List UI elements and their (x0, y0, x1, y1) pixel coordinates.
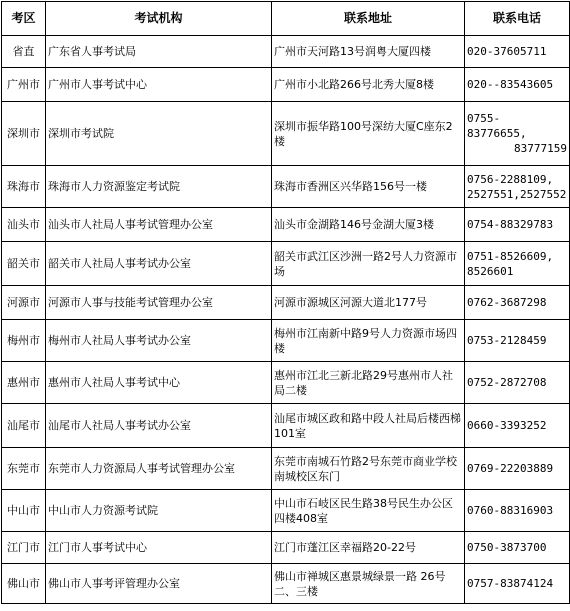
table-header-row (2, 2, 570, 36)
phone-line: 83776655, (467, 127, 527, 140)
cell-org: 惠州市人社局人事考试中心 (46, 362, 272, 404)
cell-phone (465, 404, 570, 448)
cell-org: 广州市人事考试中心 (46, 68, 272, 102)
cell-phone (465, 448, 570, 490)
cell-addr: 河源市源城区河源大道北177号 (272, 286, 465, 320)
phone-line: 0757-83874124 (467, 577, 554, 590)
cell-phone (465, 166, 570, 208)
phone-line: 0756-2288109, (467, 172, 554, 186)
cell-phone (465, 362, 570, 404)
cell-phone (465, 490, 570, 532)
header-phone: 联系电话 (465, 2, 570, 36)
cell-area: 深圳市 (2, 102, 46, 166)
cell-addr: 佛山市禅城区惠景城绿景一路 26号二、三楼 (272, 564, 465, 604)
table-row (2, 404, 570, 448)
cell-org: 佛山市人事考评管理办公室 (46, 564, 272, 604)
cell-org: 深圳市考试院 (46, 102, 272, 166)
cell-org: 江门市人事考试中心 (46, 532, 272, 564)
cell-addr: 深圳市振华路100号深纺大厦C座东2楼 (272, 102, 465, 166)
table-row (2, 102, 570, 166)
table-row (2, 320, 570, 362)
phone-line: 2527551,2527552 (467, 187, 567, 201)
cell-phone (465, 208, 570, 242)
cell-org: 珠海市人力资源鉴定考试院 (46, 166, 272, 208)
cell-phone (465, 564, 570, 604)
cell-phone (465, 532, 570, 564)
cell-addr: 中山市石岐区民生路38号民生办公区四楼408室 (272, 490, 465, 532)
cell-phone (465, 320, 570, 362)
phone-line: 0750-3873700 (467, 541, 547, 554)
cell-area: 韶关市 (2, 242, 46, 286)
cell-addr: 惠州市江北三新北路29号惠州市人社局二楼 (272, 362, 465, 404)
cell-org: 梅州市人社局人事考试办公室 (46, 320, 272, 362)
phone-line: 0755- (467, 112, 501, 125)
cell-addr: 韶关市武江区沙洲一路2号人力资源市场 (272, 242, 465, 286)
cell-addr: 广州市小北路266号北秀大厦8楼 (272, 68, 465, 102)
cell-phone (465, 68, 570, 102)
table-row (2, 286, 570, 320)
phone-line: 83777159 (514, 142, 567, 155)
cell-org: 中山市人力资源考试院 (46, 490, 272, 532)
cell-area: 珠海市 (2, 166, 46, 208)
table-row (2, 532, 570, 564)
table-row (2, 490, 570, 532)
cell-org: 汕头市人社局人事考试管理办公室 (46, 208, 272, 242)
cell-org: 东莞市人力资源局人事考试管理办公室 (46, 448, 272, 490)
phone-line: 8526601 (467, 264, 514, 278)
cell-org: 韶关市人社局人事考试办公室 (46, 242, 272, 286)
cell-area: 省直 (2, 36, 46, 68)
cell-area: 广州市 (2, 68, 46, 102)
cell-area: 梅州市 (2, 320, 46, 362)
table-row (2, 362, 570, 404)
cell-area: 汕尾市 (2, 404, 46, 448)
table-row (2, 564, 570, 604)
header-addr: 联系地址 (272, 2, 465, 36)
cell-org: 广东省人事考试局 (46, 36, 272, 68)
cell-area: 河源市 (2, 286, 46, 320)
phone-line: 020--83543605 (467, 78, 554, 91)
cell-org: 汕尾市人社局人事考试办公室 (46, 404, 272, 448)
phone-line: 0751-8526609, (467, 249, 554, 263)
cell-area: 佛山市 (2, 564, 46, 604)
cell-addr: 汕尾市城区政和路中段人社局后楼西梯101室 (272, 404, 465, 448)
cell-phone (465, 286, 570, 320)
cell-addr: 梅州市江南新中路9号人力资源市场四楼 (272, 320, 465, 362)
table-row (2, 208, 570, 242)
table-row (2, 242, 570, 286)
cell-phone (465, 242, 570, 286)
cell-addr: 东莞市南城石竹路2号东莞市商业学校南城校区东门 (272, 448, 465, 490)
phone-line: 0754-88329783 (467, 218, 554, 231)
cell-addr: 珠海市香洲区兴华路156号一楼 (272, 166, 465, 208)
cell-addr: 江门市蓬江区幸福路20-22号 (272, 532, 465, 564)
cell-phone (465, 102, 570, 166)
phone-line: 0753-2128459 (467, 334, 547, 347)
phone-line: 0769-22203889 (467, 462, 554, 475)
cell-area: 惠州市 (2, 362, 46, 404)
header-org: 考试机构 (46, 2, 272, 36)
cell-area: 东莞市 (2, 448, 46, 490)
phone-line: 0660-3393252 (467, 419, 547, 432)
table-row (2, 448, 570, 490)
table-row (2, 68, 570, 102)
table-row (2, 36, 570, 68)
cell-org: 河源市人事与技能考试管理办公室 (46, 286, 272, 320)
cell-addr: 广州市天河路13号润粤大厦四楼 (272, 36, 465, 68)
cell-addr: 汕头市金湖路146号金湖大厦3楼 (272, 208, 465, 242)
phone-line: 0762-3687298 (467, 296, 547, 309)
table-row (2, 166, 570, 208)
phone-line: 0760-88316903 (467, 504, 554, 517)
cell-phone (465, 36, 570, 68)
exam-contact-table (1, 1, 570, 604)
header-area: 考区 (2, 2, 46, 36)
cell-area: 中山市 (2, 490, 46, 532)
cell-area: 江门市 (2, 532, 46, 564)
phone-line: 020-37605711 (467, 45, 547, 58)
phone-line: 0752-2872708 (467, 376, 547, 389)
cell-area: 汕头市 (2, 208, 46, 242)
